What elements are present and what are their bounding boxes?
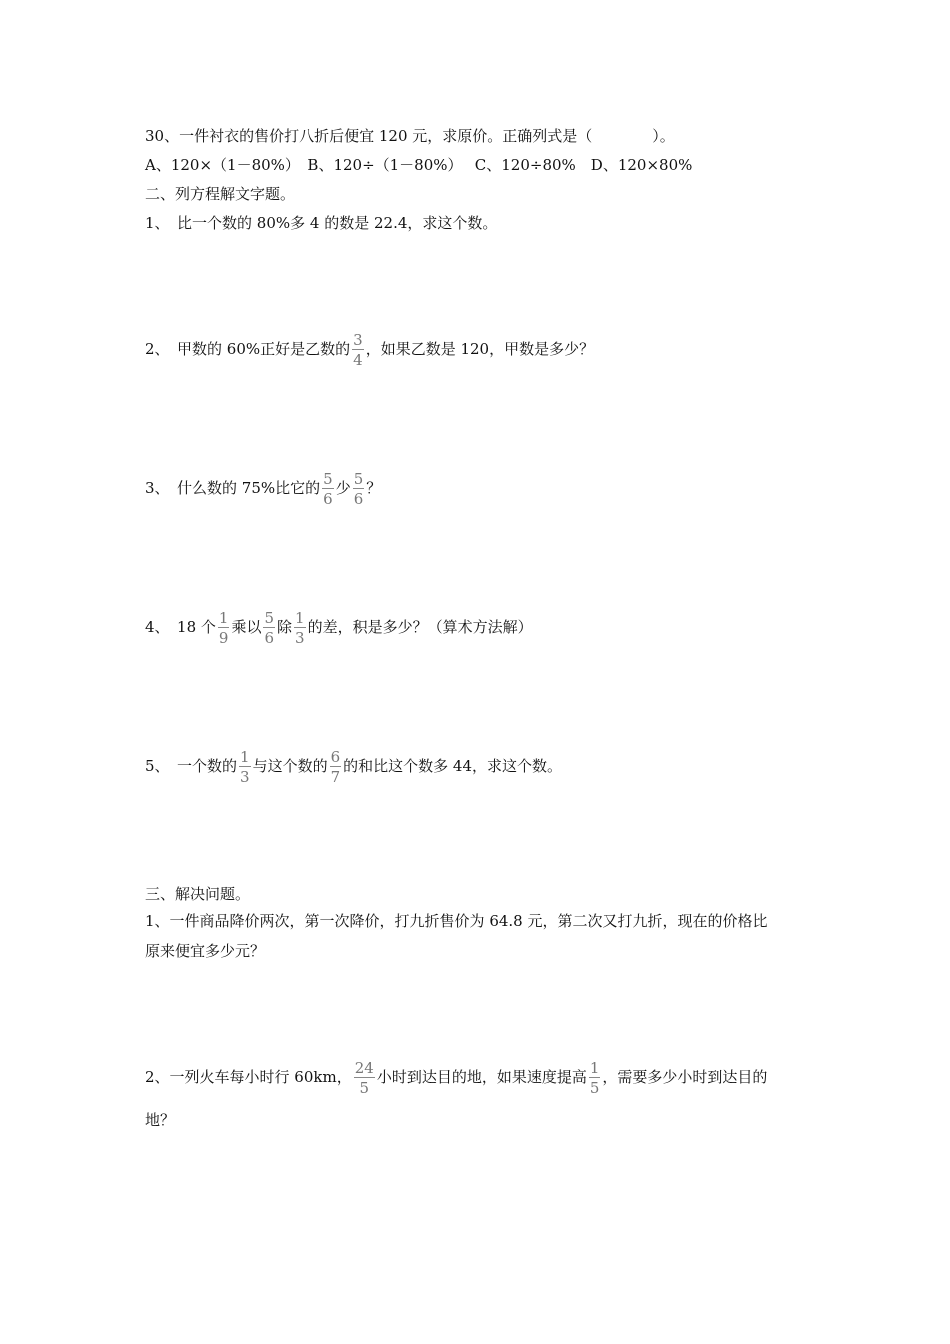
numerator: 1 [295,609,305,627]
denominator: 4 [353,351,363,369]
denominator: 6 [264,629,275,647]
fraction [353,471,365,507]
s2-q4-text-end: 的差，积是多少？（算术方法解） [307,618,533,636]
q30-options: A、120×（1－80%） B、120÷（1－80%） C、120÷80% D、120×80% [145,156,693,174]
fraction [322,471,334,507]
s2-q3-text: 3、 什么数的 75%比它的 [145,479,321,497]
fraction [294,610,306,646]
s2-q3-text-end: ？ [366,479,382,497]
s2-q4-text-mid1: 乘以 [231,618,262,636]
fraction [330,749,342,785]
s3-q1-line1: 1、一件商品降价两次，第一次降价，打九折售价为 64.8 元，第二次又打九折，现在的价格比 [145,912,768,930]
q30-question [145,126,675,146]
s2-q4-text-mid2: 除 [277,618,293,636]
fraction [352,332,364,368]
numerator: 6 [330,748,341,766]
denominator: 3 [240,768,250,786]
fraction [239,749,251,785]
s3-q2-text: 2、一列火车每小时行 60km， [145,1068,352,1086]
fraction [218,610,230,646]
denominator: 5 [589,1079,600,1097]
s3-q1-line2: 原来便宜多少元？ [145,942,266,960]
s2-q2-text: 2、 甲数的 60%正好是乙数的 [145,340,351,358]
s2-q2 [145,332,594,368]
s2-q1: 1、 比一个数的 80%多 4 的数是 22.4，求这个数。 [145,214,498,232]
s2-q5-text-mid: 与这个数的 [252,757,328,775]
denominator: 7 [330,768,341,786]
s2-q3 [145,471,381,507]
s2-q4 [145,610,533,646]
s3-q2-line2: 地？ [145,1111,176,1129]
denominator: 3 [295,629,305,647]
denominator: 9 [218,629,229,647]
numerator: 5 [353,470,364,488]
numerator: 24 [354,1059,374,1077]
q30-text: 30、一件衬衣的售价打八折后便宜 120 元，求原价。正确列式是（ [145,127,593,145]
denominator: 6 [353,490,364,508]
s2-q5-text-end: 的和比这个数多 44，求这个数。 [343,757,563,775]
numerator: 3 [353,331,363,349]
denominator: 6 [323,490,333,508]
section2-title: 二、列方程解文字题。 [145,185,296,203]
s3-q2 [145,1060,767,1096]
numerator: 1 [589,1059,600,1077]
numerator: 1 [218,609,229,627]
fraction [263,610,275,646]
s3-q2-text-end: ，需要多少小时到达目的 [602,1068,768,1086]
s2-q5 [145,749,562,785]
q30-text-end: ）。 [652,127,675,145]
s3-q2-text-mid: 小时到达目的地，如果速度提高 [376,1068,587,1086]
section3-title: 三、解决问题。 [145,885,251,903]
s2-q4-text: 4、 18 个 [145,618,216,636]
numerator: 5 [323,470,333,488]
numerator: 5 [264,609,275,627]
s2-q2-text-end: ，如果乙数是 120，甲数是多少？ [365,340,595,358]
s2-q3-text-mid: 少 [335,479,351,497]
fraction [354,1060,375,1096]
numerator: 1 [240,748,250,766]
fraction [589,1060,601,1096]
denominator: 5 [359,1079,370,1097]
s2-q5-text: 5、 一个数的 [145,757,238,775]
